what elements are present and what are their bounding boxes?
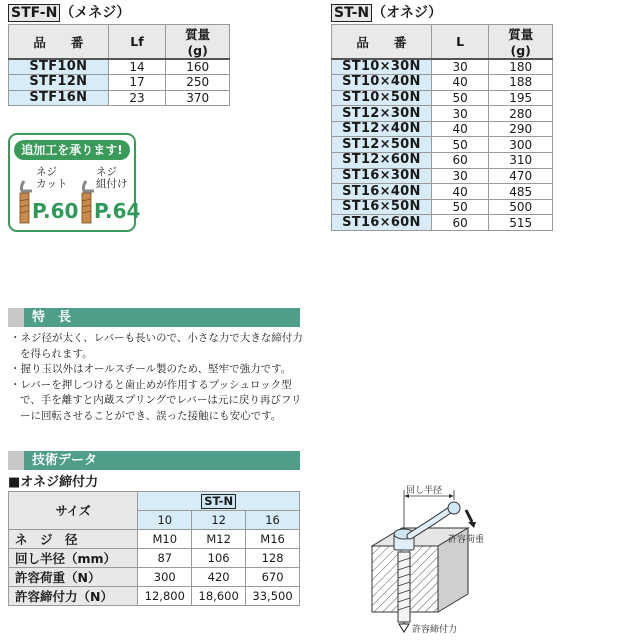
- feature-item: ・レバーを押しつけると歯止めが作用するプッシュロック型で、手を離すと内蔵スプリングでレバーは元に戻り再びフリーに回転させることができ、誤った接触にも安心です。: [10, 378, 302, 422]
- cell-value: 420: [192, 568, 246, 587]
- size-value: 16: [246, 511, 300, 530]
- radius-label: 回し半径: [406, 486, 443, 496]
- part-number: ST16×60N: [332, 215, 432, 231]
- part-number: STF10N: [9, 59, 109, 75]
- dimension: 50: [431, 90, 489, 106]
- part-number: ST16×50N: [332, 199, 432, 215]
- part-number: STF16N: [9, 90, 109, 106]
- stn-header-dim: L: [431, 25, 489, 60]
- stn-code: ST-N: [331, 4, 372, 22]
- table-row: [332, 153, 553, 169]
- table-row: [332, 106, 553, 122]
- table-row: [9, 75, 230, 91]
- dimension: 40: [431, 184, 489, 200]
- stf-header-dim: Lf: [108, 25, 166, 60]
- cell-value: 106: [192, 549, 246, 568]
- cell-value: 300: [138, 568, 192, 587]
- part-number: STF12N: [9, 75, 109, 91]
- stn-header-part: 品 番: [332, 25, 432, 60]
- part-number: ST10×40N: [332, 75, 432, 91]
- mass: 290: [489, 121, 553, 137]
- dimension: 60: [431, 215, 489, 231]
- table-row: [9, 568, 300, 587]
- table-row: [332, 168, 553, 184]
- stf-title-suffix: （メネジ）: [60, 5, 131, 21]
- dimension: 23: [108, 90, 166, 106]
- mass: 195: [489, 90, 553, 106]
- force-label: 許容締付力: [412, 625, 458, 634]
- stf-header-row: [9, 25, 230, 60]
- table-row: [9, 549, 300, 568]
- stn-header-mass: [489, 25, 553, 60]
- dimension: 30: [431, 59, 489, 75]
- table-row: [332, 59, 553, 75]
- additional-processing-promo: [8, 133, 141, 232]
- dimension: 30: [431, 168, 489, 184]
- load-label: 許容荷重: [448, 535, 485, 545]
- table-row: [332, 215, 553, 231]
- dimension: 40: [431, 121, 489, 137]
- row-label: 許容荷重（N）: [9, 568, 138, 587]
- table-row: [9, 587, 300, 606]
- table-row: [332, 75, 553, 91]
- row-label: ネ ジ 径: [9, 530, 138, 549]
- cell-value: M16: [246, 530, 300, 549]
- table-row: [332, 90, 553, 106]
- features-list: [10, 331, 306, 424]
- part-number: ST16×30N: [332, 168, 432, 184]
- cell-value: M12: [192, 530, 246, 549]
- cell-value: 33,500: [246, 587, 300, 606]
- tech-heading: 技術データ: [8, 451, 300, 470]
- table-row: [332, 199, 553, 215]
- mass: 370: [166, 90, 230, 106]
- mass: 310: [489, 153, 553, 169]
- dimension: 50: [431, 199, 489, 215]
- size-value: 12: [192, 511, 246, 530]
- stn-title-suffix: （オネジ）: [372, 5, 442, 21]
- mass: 485: [489, 184, 553, 200]
- promo-heading: 追加工を承ります!: [14, 140, 130, 160]
- dimension: 50: [431, 137, 489, 153]
- clamping-force-diagram: [366, 484, 516, 634]
- table-row: [332, 137, 553, 153]
- promo-left-page: P.60: [32, 199, 79, 223]
- mass: 160: [166, 59, 230, 75]
- dimension: 17: [108, 75, 166, 91]
- stn-header-mass-label: 質量: [508, 27, 534, 42]
- table-row: [9, 59, 230, 75]
- mass: 280: [489, 106, 553, 122]
- dimension: 40: [431, 75, 489, 91]
- mass: 188: [489, 75, 553, 91]
- table-row: [332, 121, 553, 137]
- size-label: サイズ: [9, 492, 138, 530]
- tech-code: ST-N: [201, 494, 236, 509]
- table-row: [9, 90, 230, 106]
- promo-right-label: ネジ 組付け: [96, 166, 128, 190]
- cell-value: 12,800: [138, 587, 192, 606]
- feature-item: ・ネジ径が太く、レバーも長いので、小さな力で大きな締付力を得られます。: [10, 332, 303, 360]
- stf-header-part: 品 番: [9, 25, 109, 60]
- dimension: 60: [431, 153, 489, 169]
- tech-code-cell: [138, 492, 300, 511]
- row-label: 許容締付力（N）: [9, 587, 138, 606]
- mass: 515: [489, 215, 553, 231]
- table-row: [332, 184, 553, 200]
- part-number: ST12×30N: [332, 106, 432, 122]
- cell-value: M10: [138, 530, 192, 549]
- cell-value: 87: [138, 549, 192, 568]
- size-value: 10: [138, 511, 192, 530]
- feature-item: ・握り玉以外はオールスチール製のため、堅牢で強力です。: [10, 363, 292, 375]
- features-heading: 特 長: [8, 308, 300, 327]
- part-number: ST10×50N: [332, 90, 432, 106]
- mass: 300: [489, 137, 553, 153]
- cell-value: 18,600: [192, 587, 246, 606]
- stn-header-row: [332, 25, 553, 60]
- part-number: ST10×30N: [332, 59, 432, 75]
- part-number: ST12×40N: [332, 121, 432, 137]
- mass: 500: [489, 199, 553, 215]
- table-row: [9, 530, 300, 549]
- row-label: 回し半径（mm）: [9, 549, 138, 568]
- promo-left-label: ネジ カット: [36, 166, 68, 190]
- stf-header-mass-label: 質量: [185, 27, 211, 42]
- mass: 180: [489, 59, 553, 75]
- stf-table: [8, 24, 230, 106]
- dimension: 14: [108, 59, 166, 75]
- part-number: ST12×50N: [332, 137, 432, 153]
- stf-header-mass: [166, 25, 230, 60]
- dimension: 30: [431, 106, 489, 122]
- tech-subheading: ■オネジ締付力: [8, 475, 99, 490]
- part-number: ST16×40N: [332, 184, 432, 200]
- cell-value: 128: [246, 549, 300, 568]
- stf-code: STF-N: [8, 4, 60, 22]
- stn-table: [331, 24, 553, 231]
- stn-title: [331, 2, 442, 22]
- cell-value: 670: [246, 568, 300, 587]
- promo-right-page: P.64: [94, 199, 141, 223]
- stf-title: [8, 2, 130, 22]
- part-number: ST12×60N: [332, 153, 432, 169]
- tech-table: [8, 491, 300, 606]
- mass: 250: [166, 75, 230, 91]
- stn-header-mass-unit: (g): [510, 43, 531, 58]
- stf-header-mass-unit: (g): [187, 43, 208, 58]
- mass: 470: [489, 168, 553, 184]
